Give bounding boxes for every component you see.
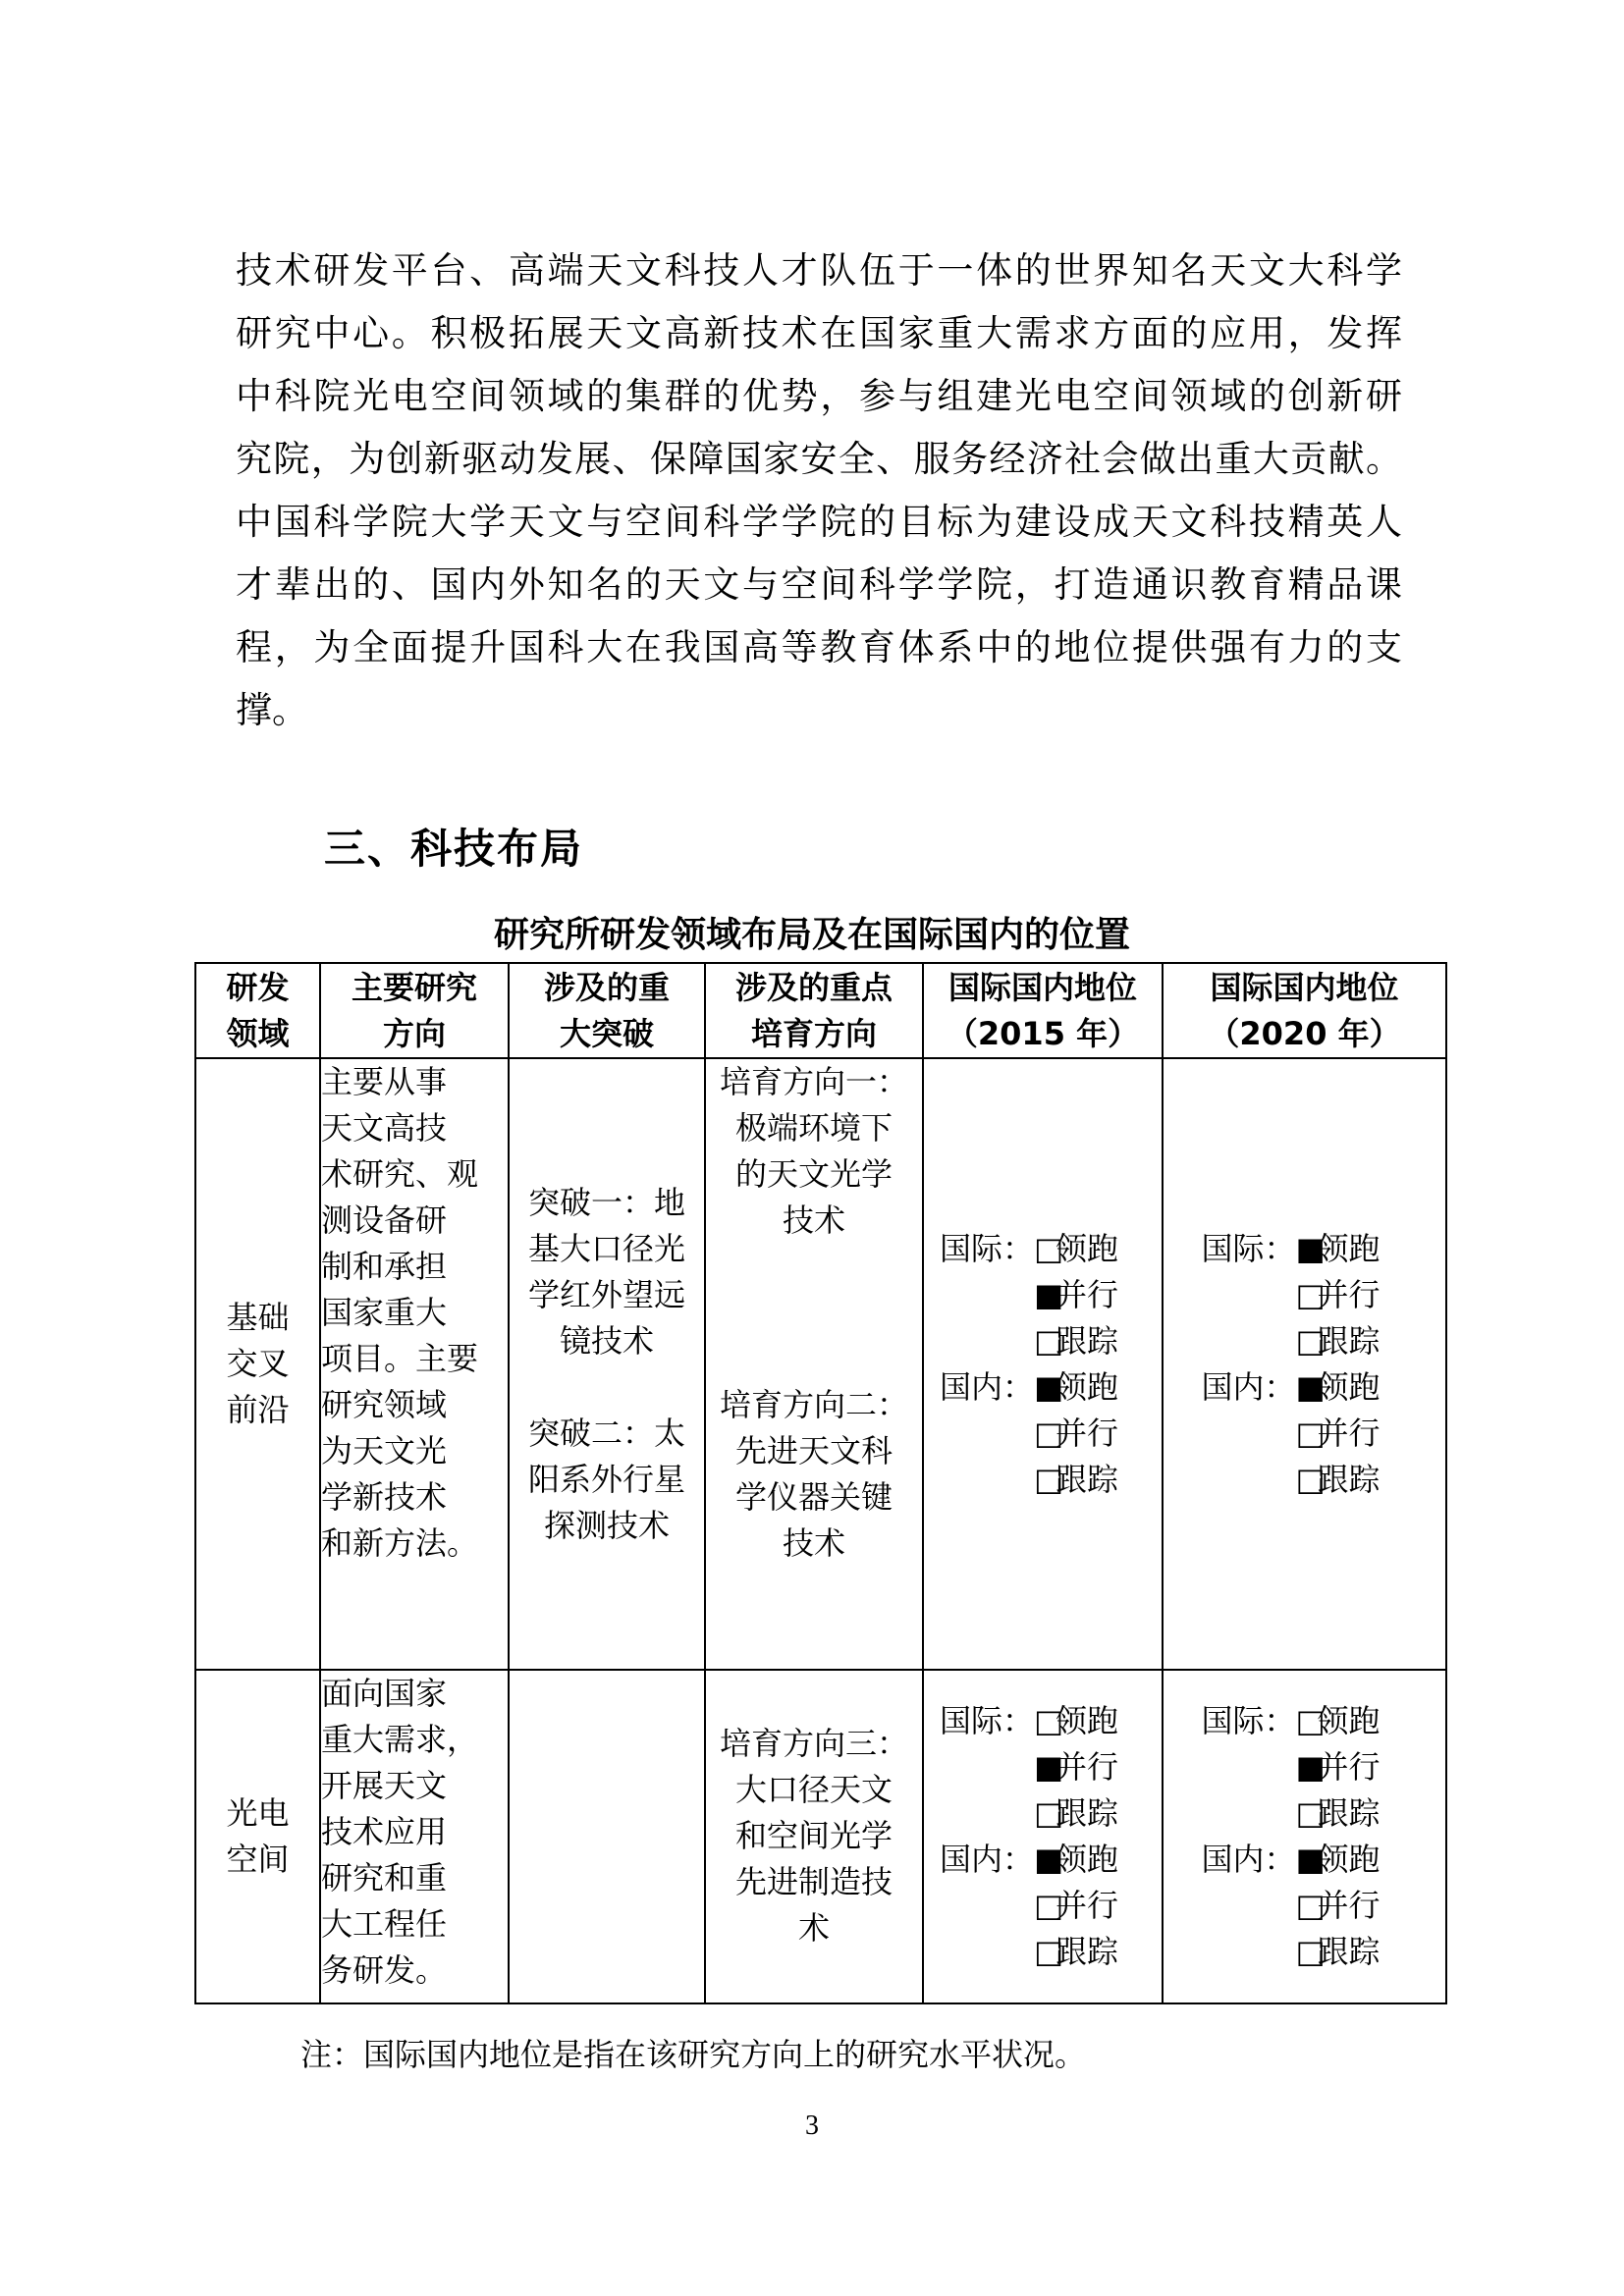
table-row xyxy=(195,1670,1446,2003)
table-row xyxy=(195,1058,1446,1670)
position-block xyxy=(940,1698,1146,1975)
status-scope-label xyxy=(940,1744,1034,1790)
domestic-status-row xyxy=(940,1837,1146,1883)
status-option xyxy=(1034,1411,1118,1457)
intro-line: 中科院光电空间领域的集群的优势，参与组建光电空间领域的创新研 xyxy=(236,375,1402,417)
header-field: 研发 领域 xyxy=(195,963,320,1058)
checked-box-icon: ■ xyxy=(1295,1229,1326,1267)
status-scope-label xyxy=(1202,1411,1296,1457)
status-option xyxy=(1296,1226,1380,1272)
status-option-label: 跟踪 xyxy=(1317,1321,1380,1360)
domestic-status-row xyxy=(940,1411,1146,1457)
status-option-label: 并行 xyxy=(1056,1748,1119,1786)
status-option-label: 领跑 xyxy=(1317,1702,1380,1739)
table-note: 注：国际国内地位是指在该研究方向上的研究水平状况。 xyxy=(300,2036,1087,2073)
unchecked-box-icon: □ xyxy=(1295,1794,1326,1832)
status-option-label: 并行 xyxy=(1056,1414,1119,1452)
unchecked-box-icon: □ xyxy=(1295,1460,1326,1498)
status-option-label: 跟踪 xyxy=(1056,1321,1119,1360)
status-option xyxy=(1034,1883,1118,1929)
domestic-status-row xyxy=(940,1883,1146,1929)
status-option-label: 跟踪 xyxy=(1317,1933,1380,1970)
status-scope-label xyxy=(1202,1457,1296,1503)
breakthrough-cell: 突破一：地 基大口径光 学红外望远 镜技术 突破二：太 阳系外行星 探测技术 xyxy=(509,1058,705,1670)
status-scope-label: 国内： xyxy=(1201,1367,1296,1406)
international-status-row xyxy=(1202,1272,1408,1318)
status-scope-label xyxy=(940,1790,1034,1837)
status-scope-label xyxy=(940,1272,1034,1318)
international-status-row xyxy=(940,1744,1146,1790)
unchecked-box-icon: □ xyxy=(1034,1229,1064,1267)
international-status-row xyxy=(940,1318,1146,1364)
status-scope-label: 国内： xyxy=(1201,1841,1296,1878)
domestic-status-row xyxy=(1202,1837,1408,1883)
international-status-row xyxy=(1202,1226,1408,1272)
header-position-2020: 国际国内地位 （2020 年） xyxy=(1163,963,1446,1058)
intro-line: 究院，为创新驱动发展、保障国家安全、服务经济社会做出重大贡献。 xyxy=(236,438,1402,480)
status-option-label: 并行 xyxy=(1317,1748,1380,1786)
status-option xyxy=(1034,1272,1118,1318)
status-scope-label: 国内： xyxy=(940,1367,1035,1406)
header-direction: 主要研究 方向 xyxy=(320,963,509,1058)
status-scope-label: 国际： xyxy=(1201,1702,1296,1739)
unchecked-box-icon: □ xyxy=(1034,1414,1064,1452)
field-cell: 基础 交叉 前沿 xyxy=(195,1058,320,1670)
domestic-status-row xyxy=(1202,1929,1408,1975)
international-status-row xyxy=(1202,1790,1408,1837)
section-heading: 三、科技布局 xyxy=(324,825,584,873)
checked-box-icon: ■ xyxy=(1034,1841,1064,1878)
status-scope-label xyxy=(940,1929,1034,1975)
status-option xyxy=(1296,1698,1380,1744)
international-status-row xyxy=(940,1790,1146,1837)
status-option-label: 领跑 xyxy=(1056,1841,1119,1878)
international-status-row xyxy=(940,1698,1146,1744)
status-scope-label xyxy=(1202,1883,1296,1929)
cultivation-cell: 培育方向一： 极端环境下 的天文光学 技术 培育方向二： 先进天文科 学仪器关键 技术 xyxy=(705,1058,923,1670)
status-option xyxy=(1296,1457,1380,1503)
status-option xyxy=(1034,1226,1118,1272)
intro-line: 撑。 xyxy=(236,689,308,731)
table-header-row xyxy=(195,963,1446,1058)
status-option xyxy=(1296,1837,1380,1883)
status-scope-label xyxy=(940,1883,1034,1929)
status-scope-label xyxy=(940,1411,1034,1457)
direction-cell: 面向国家 重大需求， 开展天文 技术应用 研究和重 大工程任 务研发。 xyxy=(320,1670,509,2003)
status-option-label: 领跑 xyxy=(1317,1367,1380,1406)
table-caption: 研究所研发领域布局及在国际国内的位置 xyxy=(493,915,1130,955)
direction-cell: 主要从事 天文高技 术研究、观 测设备研 制和承担 国家重大 项目。主要 研究领域 为天文光 学新技术 和新方法。 xyxy=(320,1058,509,1670)
unchecked-box-icon: □ xyxy=(1295,1933,1326,1970)
status-option xyxy=(1296,1790,1380,1837)
domestic-status-row xyxy=(1202,1411,1408,1457)
status-option-label: 并行 xyxy=(1056,1275,1119,1313)
international-status-row xyxy=(940,1272,1146,1318)
international-status-row xyxy=(940,1226,1146,1272)
international-status-row xyxy=(1202,1698,1408,1744)
position-block xyxy=(1202,1698,1408,1975)
status-scope-label xyxy=(1202,1929,1296,1975)
status-scope-label xyxy=(940,1318,1034,1364)
international-status-row xyxy=(1202,1744,1408,1790)
checked-box-icon: ■ xyxy=(1295,1748,1326,1786)
status-scope-label xyxy=(940,1457,1034,1503)
status-option-label: 并行 xyxy=(1317,1414,1380,1452)
status-option xyxy=(1034,1698,1118,1744)
header-breakthrough: 涉及的重 大突破 xyxy=(509,963,705,1058)
status-option xyxy=(1296,1929,1380,1975)
intro-line: 程，为全面提升国科大在我国高等教育体系中的地位提供强有力的支 xyxy=(236,626,1402,668)
intro-paragraph xyxy=(236,240,1402,742)
unchecked-box-icon: □ xyxy=(1295,1414,1326,1452)
unchecked-box-icon: □ xyxy=(1295,1887,1326,1924)
unchecked-box-icon: □ xyxy=(1034,1933,1064,1970)
domestic-status-row xyxy=(1202,1457,1408,1503)
status-option-label: 领跑 xyxy=(1056,1367,1119,1406)
status-option-label: 跟踪 xyxy=(1317,1460,1380,1498)
domestic-status-row xyxy=(1202,1364,1408,1411)
unchecked-box-icon: □ xyxy=(1034,1702,1064,1739)
status-scope-label xyxy=(1202,1318,1296,1364)
breakthrough-cell xyxy=(509,1670,705,2003)
position-2015-cell xyxy=(923,1058,1163,1670)
unchecked-box-icon: □ xyxy=(1295,1275,1326,1313)
status-option-label: 领跑 xyxy=(1056,1229,1119,1267)
status-option-label: 跟踪 xyxy=(1056,1933,1119,1970)
status-option-label: 跟踪 xyxy=(1317,1794,1380,1832)
unchecked-box-icon: □ xyxy=(1034,1794,1064,1832)
status-option-label: 领跑 xyxy=(1317,1841,1380,1878)
status-scope-label: 国际： xyxy=(1201,1229,1296,1267)
status-option xyxy=(1296,1744,1380,1790)
domestic-status-row xyxy=(940,1457,1146,1503)
intro-line: 中国科学院大学天文与空间科学学院的目标为建设成天文科技精英人 xyxy=(236,501,1402,543)
status-scope-label xyxy=(1202,1790,1296,1837)
status-option xyxy=(1296,1272,1380,1318)
intro-line: 研究中心。积极拓展天文高新技术在国家重大需求方面的应用，发挥 xyxy=(236,312,1402,354)
intro-line: 技术研发平台、高端天文科技人才队伍于一体的世界知名天文大科学 xyxy=(236,249,1402,292)
status-option xyxy=(1034,1837,1118,1883)
checked-box-icon: ■ xyxy=(1034,1748,1064,1786)
header-cultivation: 涉及的重点 培育方向 xyxy=(705,963,923,1058)
position-block xyxy=(940,1226,1146,1503)
status-option xyxy=(1034,1457,1118,1503)
position-2020-cell xyxy=(1163,1058,1446,1670)
status-scope-label: 国际： xyxy=(940,1702,1035,1739)
status-option xyxy=(1296,1883,1380,1929)
status-option-label: 领跑 xyxy=(1056,1702,1119,1739)
status-option xyxy=(1034,1318,1118,1364)
status-scope-label: 国际： xyxy=(940,1229,1035,1267)
international-status-row xyxy=(1202,1318,1408,1364)
domestic-status-row xyxy=(940,1364,1146,1411)
research-layout-table xyxy=(194,962,1447,2004)
checked-box-icon: ■ xyxy=(1295,1841,1326,1878)
status-option xyxy=(1296,1318,1380,1364)
checked-box-icon: ■ xyxy=(1034,1275,1064,1313)
unchecked-box-icon: □ xyxy=(1034,1460,1064,1498)
checked-box-icon: ■ xyxy=(1295,1367,1326,1406)
status-option xyxy=(1034,1790,1118,1837)
status-option xyxy=(1034,1364,1118,1411)
status-scope-label xyxy=(1202,1272,1296,1318)
status-option xyxy=(1296,1411,1380,1457)
checked-box-icon: ■ xyxy=(1034,1367,1064,1406)
status-option xyxy=(1296,1364,1380,1411)
status-option-label: 跟踪 xyxy=(1056,1794,1119,1832)
status-scope-label: 国内： xyxy=(940,1841,1035,1878)
unchecked-box-icon: □ xyxy=(1295,1321,1326,1360)
status-option-label: 领跑 xyxy=(1317,1229,1380,1267)
status-option-label: 跟踪 xyxy=(1056,1460,1119,1498)
position-block xyxy=(1202,1226,1408,1503)
status-scope-label xyxy=(1202,1744,1296,1790)
status-option-label: 并行 xyxy=(1056,1887,1119,1924)
unchecked-box-icon: □ xyxy=(1034,1887,1064,1924)
unchecked-box-icon: □ xyxy=(1034,1321,1064,1360)
unchecked-box-icon: □ xyxy=(1295,1702,1326,1739)
cultivation-cell: 培育方向三： 大口径天文 和空间光学 先进制造技 术 xyxy=(705,1670,923,2003)
intro-line: 才辈出的、国内外知名的天文与空间科学学院，打造通识教育精品课 xyxy=(236,563,1402,606)
status-option xyxy=(1034,1744,1118,1790)
domestic-status-row xyxy=(940,1929,1146,1975)
position-2015-cell xyxy=(923,1670,1163,2003)
position-2020-cell xyxy=(1163,1670,1446,2003)
field-cell: 光电 空间 xyxy=(195,1670,320,2003)
status-option xyxy=(1034,1929,1118,1975)
header-position-2015: 国际国内地位 （2015 年） xyxy=(923,963,1163,1058)
status-option-label: 并行 xyxy=(1317,1275,1380,1313)
status-option-label: 并行 xyxy=(1317,1887,1380,1924)
domestic-status-row xyxy=(1202,1883,1408,1929)
page-number: 3 xyxy=(805,2110,819,2141)
